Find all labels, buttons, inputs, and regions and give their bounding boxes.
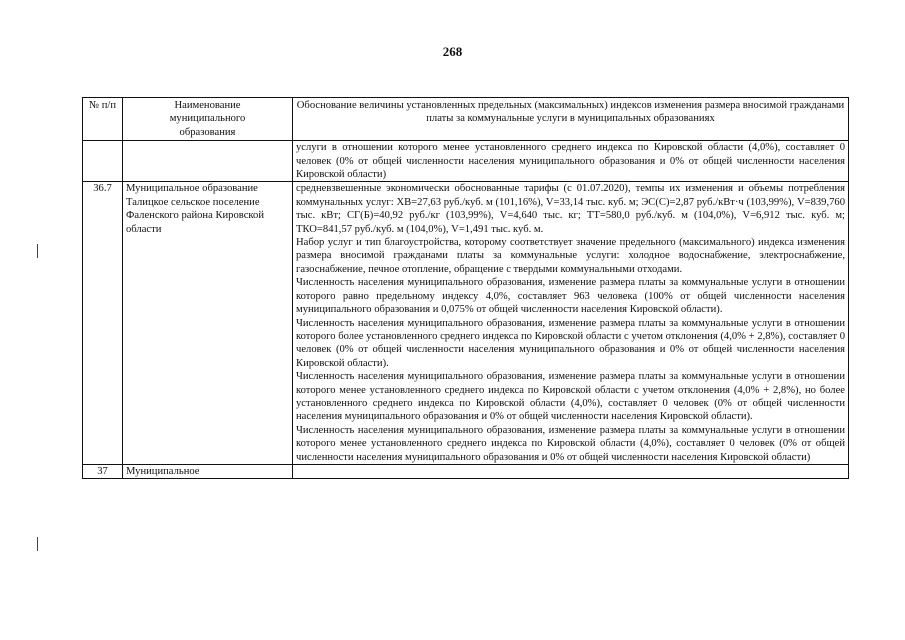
paragraph: Численность населения муниципального образования, изменение размера платы за коммунальные услуги в отношении которого равно предельному индексу 4,0%, составляет 963 человека (100% от общей численности населения муниципального образования и 0,075% от общей численности населения Кировской области). bbox=[296, 277, 845, 316]
table-row bbox=[83, 141, 849, 182]
scan-mark bbox=[37, 244, 38, 258]
scan-mark bbox=[37, 537, 38, 551]
cell-name bbox=[123, 141, 293, 182]
header-name: Наименование муниципального образования bbox=[123, 98, 293, 141]
cell-num: 37 bbox=[83, 464, 123, 478]
cell-justification bbox=[293, 182, 849, 465]
cell-name: Муниципальное образование Талицкое сельское поселение Фаленского района Кировской области bbox=[123, 182, 293, 465]
cell-num: 36.7 bbox=[83, 182, 123, 465]
cell-justification: услуги в отношении которого менее установленного среднего индекса по Кировской области (4,0%), составляет 0 человек (0% от общей численности населения муниципального образования и 0% от общей численности населения Кировской области) bbox=[293, 141, 849, 182]
table-row bbox=[83, 182, 849, 465]
header-justification: Обоснование величины установленных предельных (максимальных) индексов изменения размера вносимой гражданами платы за коммунальные услуги в муниципальных образованиях bbox=[293, 98, 849, 141]
table-row bbox=[83, 464, 849, 478]
cell-justification bbox=[293, 464, 849, 478]
paragraph: Численность населения муниципального образования, изменение размера платы за коммунальные услуги в отношении которого менее установленного среднего индекса по Кировской области (4,0%), составляет 0 человек (0% от общей численности населения муниципального образования и 0% от общей численности населения Кировской области) bbox=[296, 424, 845, 463]
page-number: 268 bbox=[442, 44, 463, 59]
header-num: № п/п bbox=[83, 98, 123, 141]
tariff-table bbox=[82, 97, 849, 479]
cell-name: Муниципальное bbox=[123, 464, 293, 478]
paragraph: Набор услуг и тип благоустройства, которому соответствует значение предельного (максимального) индекса изменения размера вносимой гражданами платы за коммунальные услуги: холодное водоснабжение, электроснабжение, газоснабжение, печное отопление, обращение с твердыми коммунальными отходами. bbox=[296, 237, 845, 275]
paragraph: Численность населения муниципального образования, изменение размера платы за коммунальные услуги в отношении которого более установленного среднего индекса по Кировской области с учетом отклонения (4,0% + 2,8%), составляет 0 человек (0% от общей численности населения муниципального образования и 0% от общей численности населения Кировской области). bbox=[296, 317, 845, 369]
paragraph: средневзвешенные экономически обоснованные тарифы (с 01.07.2020), темпы их изменения и объемы потребления коммунальных услуг: ХВ=27,63 руб./куб. м (101,16%), V=33,14 тыс. куб. м; ЭС(С)=2,87 руб./кВт·ч (103,99%), V=839,760 тыс. кВт; СГ(Б)=40,92 руб./кг (103,99%), V=4,640 тыс. кг; ТТ=580,0 руб./куб. м (104,0%), V=6,912 тыс. куб. м; ТКО=841,57 руб./куб. м (104,0%), V=1,491 тыс. куб. м. bbox=[296, 183, 845, 235]
table-header-row bbox=[83, 98, 849, 141]
cell-num bbox=[83, 141, 123, 182]
paragraph: Численность населения муниципального образования, изменение размера платы за коммунальные услуги в отношении которого менее установленного среднего индекса по Кировской области с учетом отклонения (4,0% + 2,8%), но более установленного среднего индекса по Кировской области (4,0%), составляет 0 человек (0% от общей численности населения муниципального образования и 0% от общей численности населения Кировской области). bbox=[296, 371, 845, 423]
